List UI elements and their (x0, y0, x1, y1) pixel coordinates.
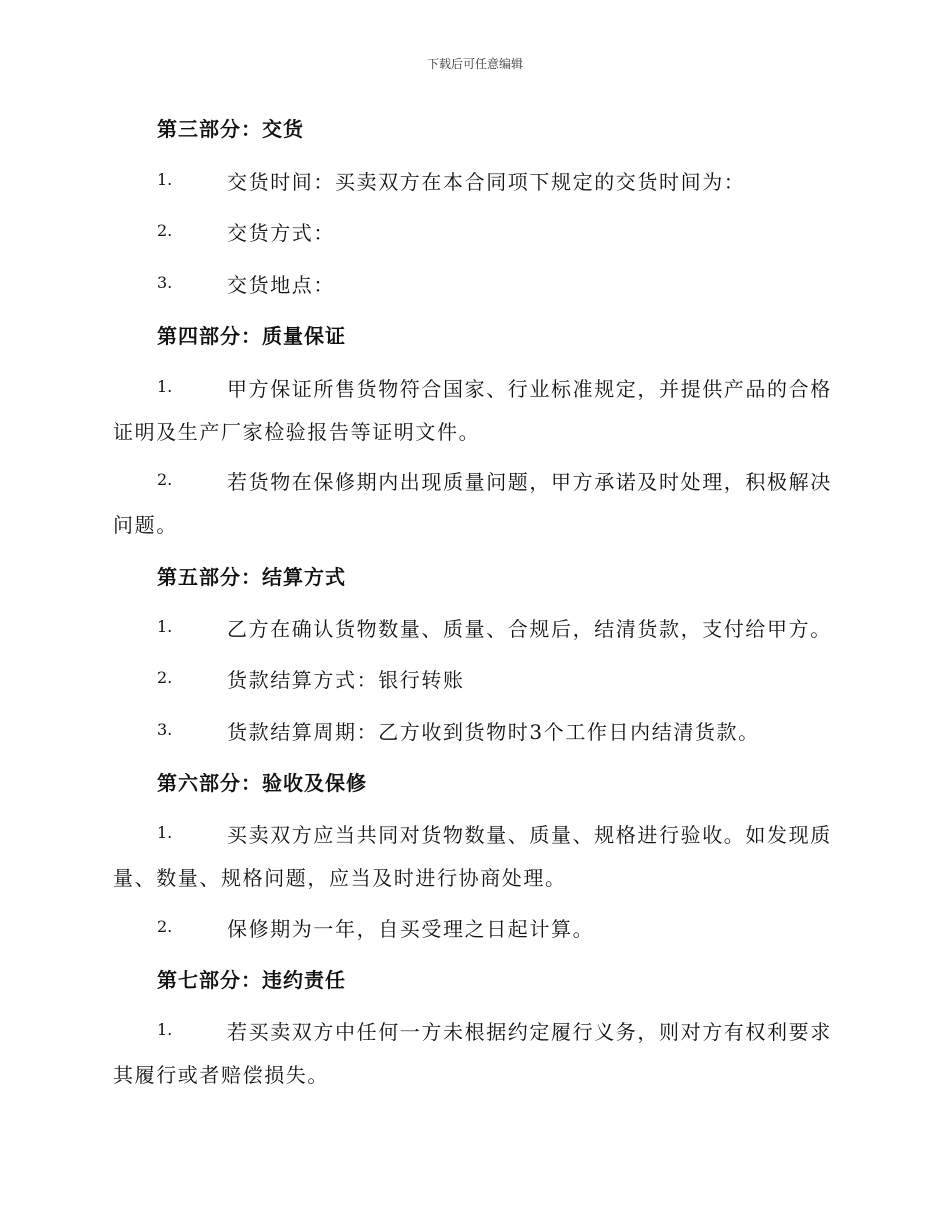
section-heading: 第七部分：违约责任 (157, 968, 346, 992)
item-number: 1. (157, 617, 173, 636)
item-text: 交货方式： (227, 221, 335, 245)
item-text-continued: 量、数量、规格问题，应当及时进行协商处理。 (113, 866, 567, 890)
page-header-note: 下载后可任意编辑 (426, 57, 523, 71)
item-text-continued: 问题。 (113, 513, 178, 537)
item-number: 1. (157, 823, 173, 842)
item-text: 若货物在保修期内出现质量问题，甲方承诺及时处理，积极解决 (227, 470, 832, 494)
item-text: 若买卖双方中任何一方未根据约定履行义务，则对方有权利要求 (227, 1020, 832, 1044)
item-text: 交货时间：买卖双方在本合同项下规定的交货时间为： (227, 170, 746, 194)
item-number: 1. (157, 170, 173, 189)
item-text-continued: 证明及生产厂家检验报告等证明文件。 (113, 420, 481, 444)
item-text: 买卖双方应当共同对货物数量、质量、规格进行验收。如发现质 (227, 823, 832, 847)
item-number: 3. (157, 273, 173, 292)
item-text-continued: 其履行或者赔偿损失。 (113, 1063, 329, 1087)
item-text: 甲方保证所售货物符合国家、行业标准规定，并提供产品的合格 (227, 377, 832, 401)
section-heading: 第六部分：验收及保修 (157, 771, 367, 795)
item-number: 1. (157, 1020, 173, 1039)
item-number: 2. (157, 668, 173, 687)
item-number: 2. (157, 917, 173, 936)
item-text: 货款结算方式：银行转账 (227, 668, 465, 692)
item-number: 1. (157, 377, 173, 396)
item-text: 交货地点： (227, 273, 335, 297)
item-number: 3. (157, 720, 173, 739)
section-heading: 第四部分：质量保证 (157, 324, 346, 348)
item-text: 乙方在确认货物数量、质量、合规后，结清货款，支付给甲方。 (227, 617, 832, 641)
section-heading: 第五部分：结算方式 (157, 565, 346, 589)
item-text: 保修期为一年，自买受理之日起计算。 (227, 917, 595, 941)
item-number: 2. (157, 470, 173, 489)
item-text: 货款结算周期：乙方收到货物时3个工作日内结清货款。 (227, 720, 760, 744)
item-number: 2. (157, 221, 173, 240)
section-heading: 第三部分：交货 (157, 117, 304, 141)
